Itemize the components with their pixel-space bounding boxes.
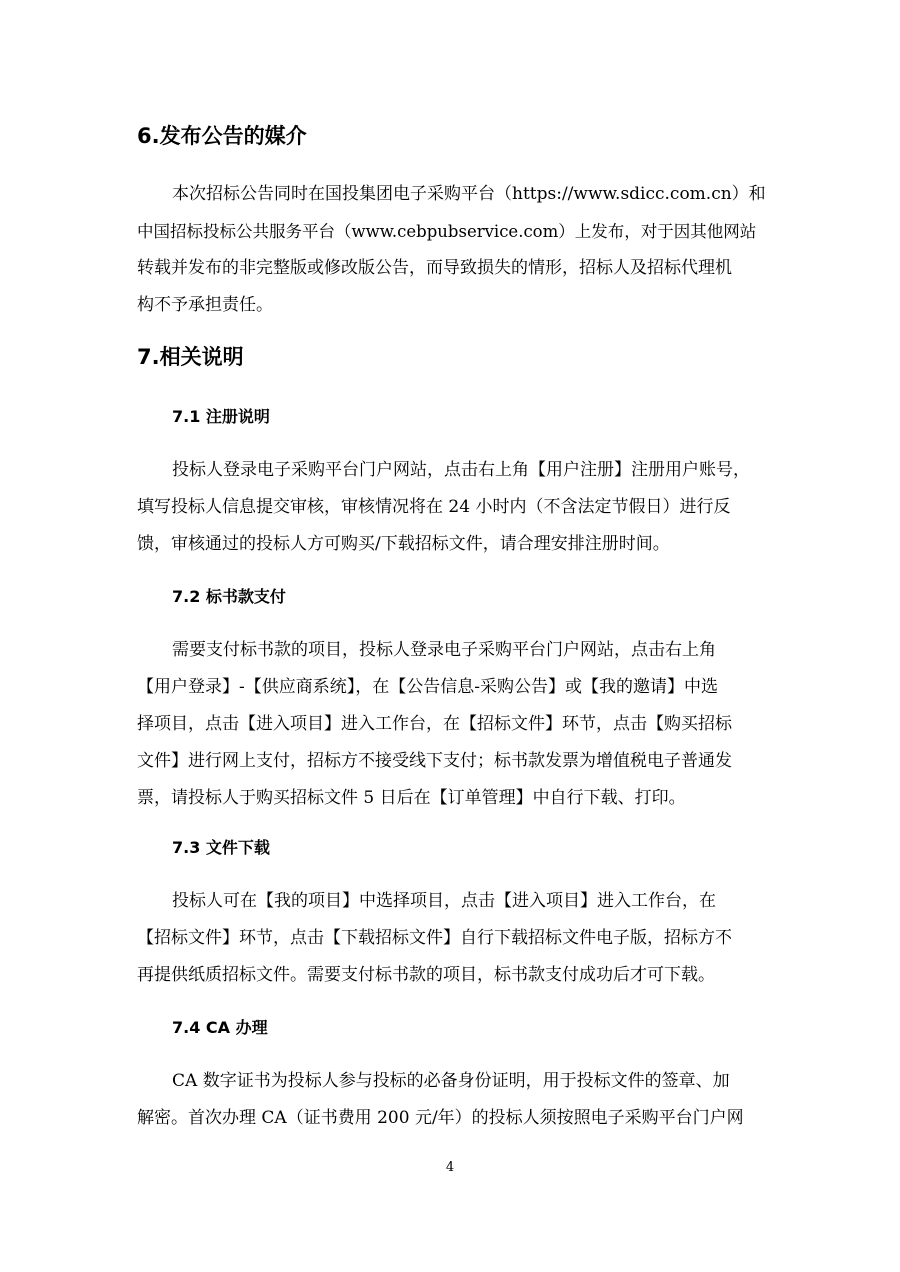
paragraph-line: 需要支付标书款的项目，投标人登录电子采购平台门户网站，点击右上角 — [172, 640, 716, 660]
paragraph-line: 投标人登录电子采购平台门户网站，点击右上角【用户注册】注册用户账号， — [172, 460, 750, 480]
section-7-3-paragraph — [137, 883, 767, 994]
paragraph-line: 文件】进行网上支付，招标方不接受线下支付；标书款发票为增值税电子普通发 — [137, 751, 732, 771]
paragraph-line: 填写投标人信息提交审核，审核情况将在 24 小时内（不含法定节假日）进行反 — [137, 497, 731, 517]
section-7-4-paragraph — [137, 1063, 767, 1137]
section-7-2-heading: 7.2 标书款支付 — [172, 587, 286, 606]
paragraph-line: 再提供纸质招标文件。需要支付标书款的项目，标书款支付成功后才可下载。 — [137, 965, 715, 985]
section-7-2-paragraph — [137, 632, 767, 817]
paragraph-line: CA 数字证书为投标人参与投标的必备身份证明，用于投标文件的签章、加 — [172, 1071, 730, 1091]
paragraph-line: 择项目，点击【进入项目】进入工作台，在【招标文件】环节，点击【购买招标 — [137, 714, 732, 734]
paragraph-line: 【招标文件】环节，点击【下载招标文件】自行下载招标文件电子版，招标方不 — [137, 928, 732, 948]
paragraph-line: 中国招标投标公共服务平台（www.cebpubservice.com）上发布，对于因其他网站 — [137, 222, 757, 241]
page-number: 4 — [445, 1160, 455, 1175]
section-7-4-heading: 7.4 CA 办理 — [172, 1018, 268, 1037]
section-6-heading: 6.发布公告的媒介 — [137, 124, 307, 148]
section-6-paragraph — [137, 176, 767, 324]
paragraph-line: 投标人可在【我的项目】中选择项目，点击【进入项目】进入工作台，在 — [172, 891, 716, 911]
section-7-1-paragraph — [137, 452, 767, 563]
paragraph-line: 解密。首次办理 CA（证书费用 200 元/年）的投标人须按照电子采购平台门户网 — [137, 1108, 744, 1128]
paragraph-line: 转载并发布的非完整版或修改版公告，而导致损失的情形，招标人及招标代理机 — [137, 258, 732, 278]
paragraph-line: 本次招标公告同时在国投集团电子采购平台（https://www.sdicc.com.cn）和 — [172, 184, 766, 204]
paragraph-line: 馈，审核通过的投标人方可购买/下载招标文件，请合理安排注册时间。 — [137, 534, 670, 554]
section-7-1-heading: 7.1 注册说明 — [172, 407, 270, 426]
paragraph-line: 构不予承担责任。 — [137, 295, 273, 315]
paragraph-line: 票，请投标人于购买招标文件 5 日后在【订单管理】中自行下载、打印。 — [137, 788, 686, 808]
paragraph-line: 【用户登录】-【供应商系统】，在【公告信息-采购公告】或【我的邀请】中选 — [137, 677, 718, 697]
section-7-3-heading: 7.3 文件下载 — [172, 838, 270, 857]
section-7-heading: 7.相关说明 — [137, 345, 244, 369]
